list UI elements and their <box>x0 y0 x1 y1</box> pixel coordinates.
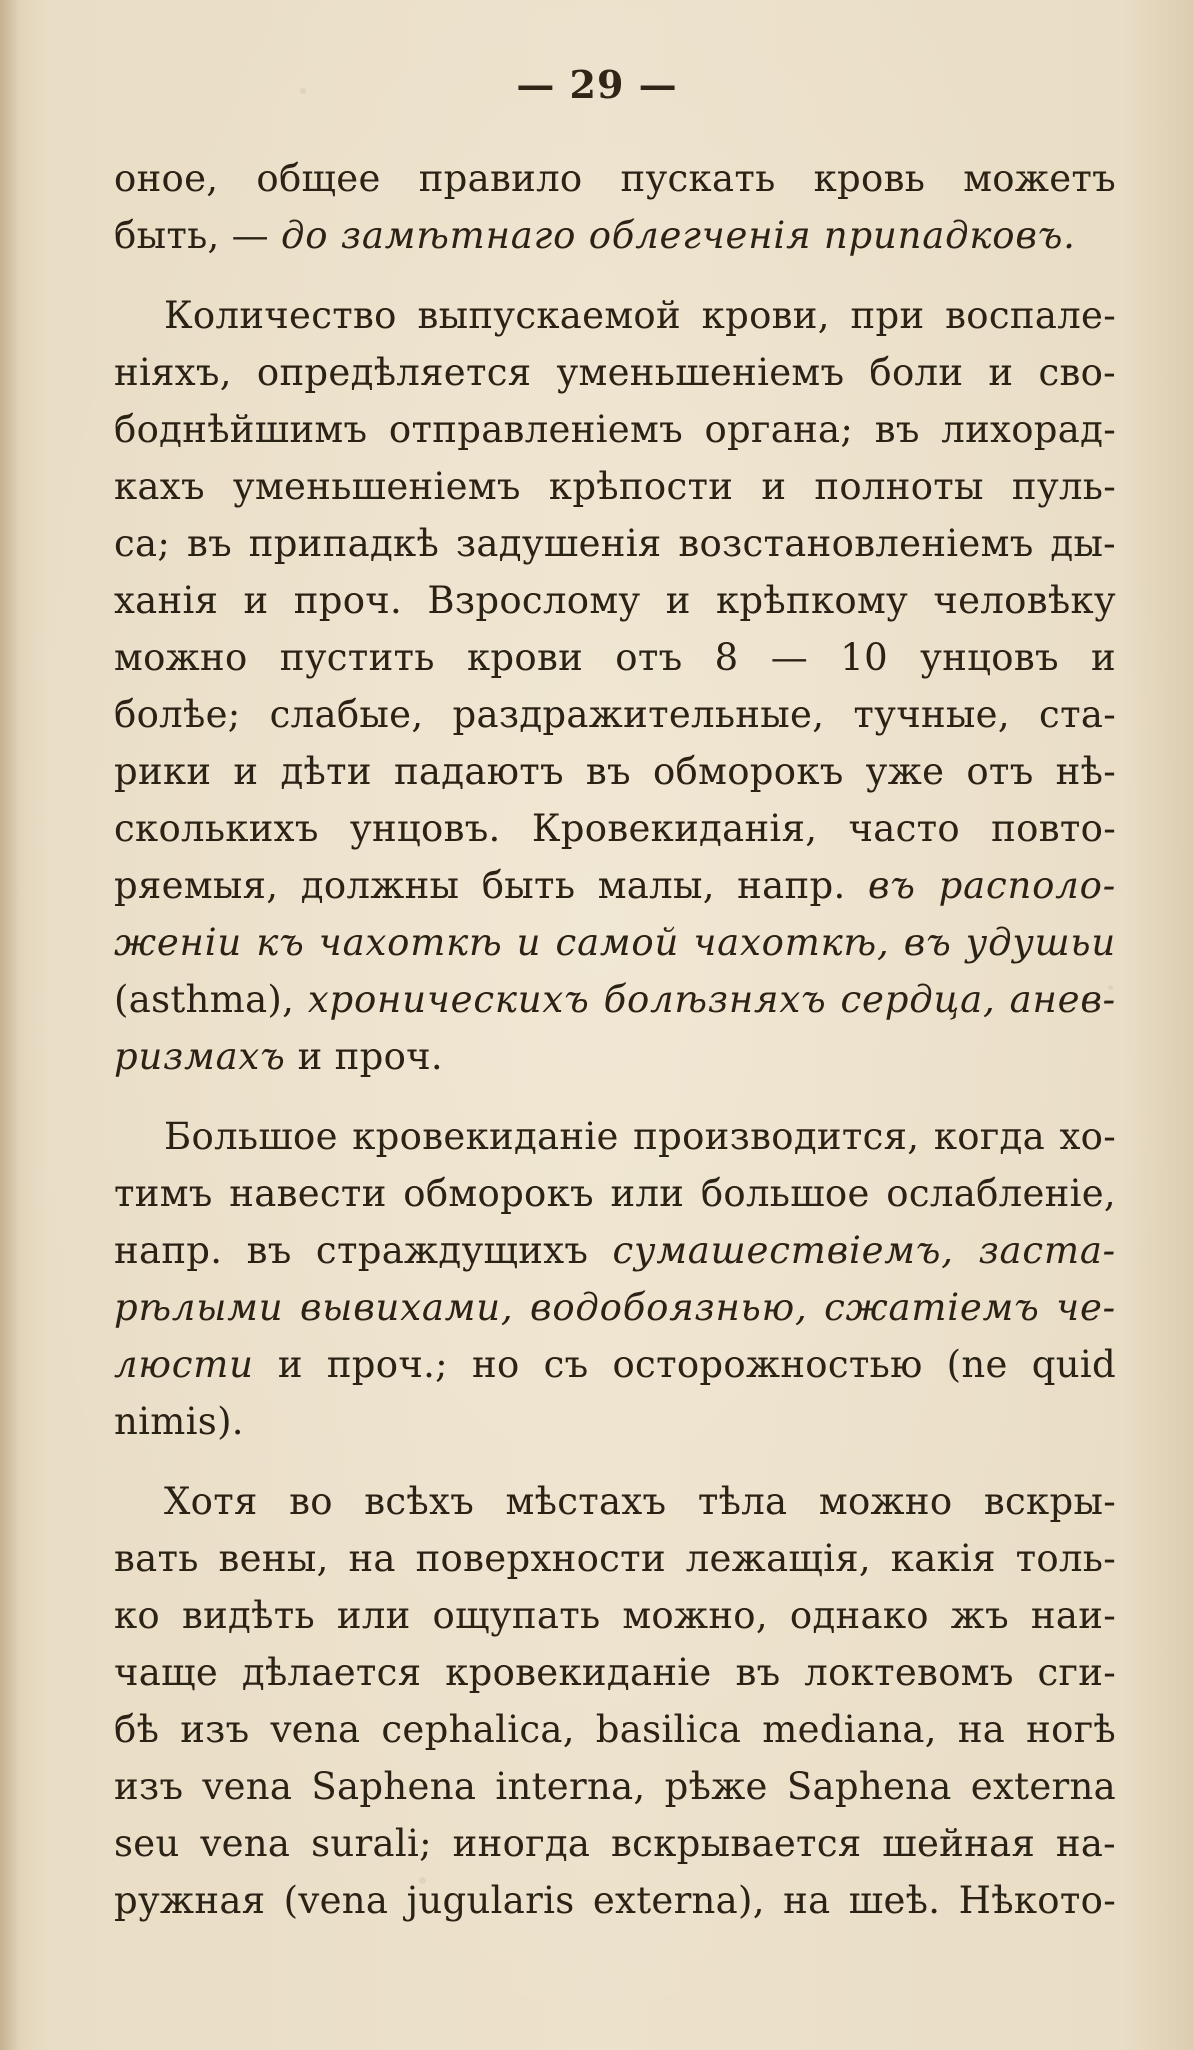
paragraph-break <box>114 1450 1116 1473</box>
text-line: (asthma), хроническихъ болѣзняхъ сердца, анев- <box>114 978 1116 1021</box>
text-line: ряемыя, должны быть малы, напр. въ располо- <box>114 864 1116 907</box>
text-line: оное, общее правило пускать кровь можетъ <box>114 157 1116 200</box>
text-line: напр. въ страждущихъ сумашествіемъ, заста- <box>114 1229 1116 1272</box>
text-line: ніяхъ, опредѣляется уменьшеніемъ боли и сво- <box>114 351 1116 394</box>
text-line: seu vena surali; иногда вскрывается шейная на- <box>114 1822 1116 1865</box>
page-number: — 29 — <box>516 62 678 107</box>
text-line: nimis). <box>114 1400 244 1443</box>
text-line: тимъ навести обморокъ или большое ослабленіе, <box>114 1172 1116 1215</box>
text-line: кахъ уменьшеніемъ крѣпости и полноты пуль- <box>114 465 1116 508</box>
text-line: ханія и проч. Взрослому и крѣпкому человѣку <box>114 579 1116 622</box>
text-line: са; въ припадкѣ задушенія возстановленіемъ ды- <box>114 522 1116 565</box>
text-line: рѣлыми вывихами, водобоязнью, сжатіемъ че- <box>114 1286 1116 1329</box>
text-line: боднѣйшимъ отправленіемъ органа; въ лихорад- <box>114 408 1116 451</box>
paragraph-break <box>114 264 1116 287</box>
body-text <box>114 150 1116 1929</box>
text-line: ризмахъ и проч. <box>114 1035 443 1078</box>
text-line: быть, — до замѣтнаго облегченія припадковъ. <box>114 214 1076 257</box>
text-line: рики и дѣти падаютъ въ обморокъ уже отъ нѣ- <box>114 750 1116 793</box>
text-line: Количество выпускаемой крови, при воспале- <box>164 294 1116 337</box>
text-line: Хотя во всѣхъ мѣстахъ тѣла можно вскры- <box>164 1480 1116 1523</box>
text-line: женіи къ чахоткѣ и самой чахоткѣ, въ удушьи <box>114 921 1116 964</box>
text-line: сколькихъ унцовъ. Кровекиданія, часто повто- <box>114 807 1116 850</box>
text-line: изъ vena Saphena interna, рѣже Saphena externa <box>114 1765 1116 1808</box>
text-line: ко видѣть или ощупать можно, однако жъ наи- <box>114 1594 1116 1637</box>
text-line: можно пустить крови отъ 8 — 10 унцовъ и <box>114 636 1116 679</box>
text-line: бѣ изъ vena cephalica, basilica mediana, на ногѣ <box>114 1708 1116 1751</box>
text-line: чаще дѣлается кровекиданіе въ локтевомъ сги- <box>114 1651 1116 1694</box>
spine-shadow <box>0 0 20 2050</box>
text-line: ружная (vena jugularis externa), на шеѣ. Нѣкото- <box>114 1879 1116 1922</box>
text-line: Большое кровекиданіе производится, когда хо- <box>164 1115 1116 1158</box>
text-line: вать вены, на поверхности лежащія, какія толь- <box>114 1537 1116 1580</box>
text-line: болѣе; слабые, раздражительные, тучные, ста- <box>114 693 1116 736</box>
text-line: люсти и проч.; но съ осторожностью (ne quid <box>114 1343 1116 1386</box>
paragraph-break <box>114 1085 1116 1108</box>
